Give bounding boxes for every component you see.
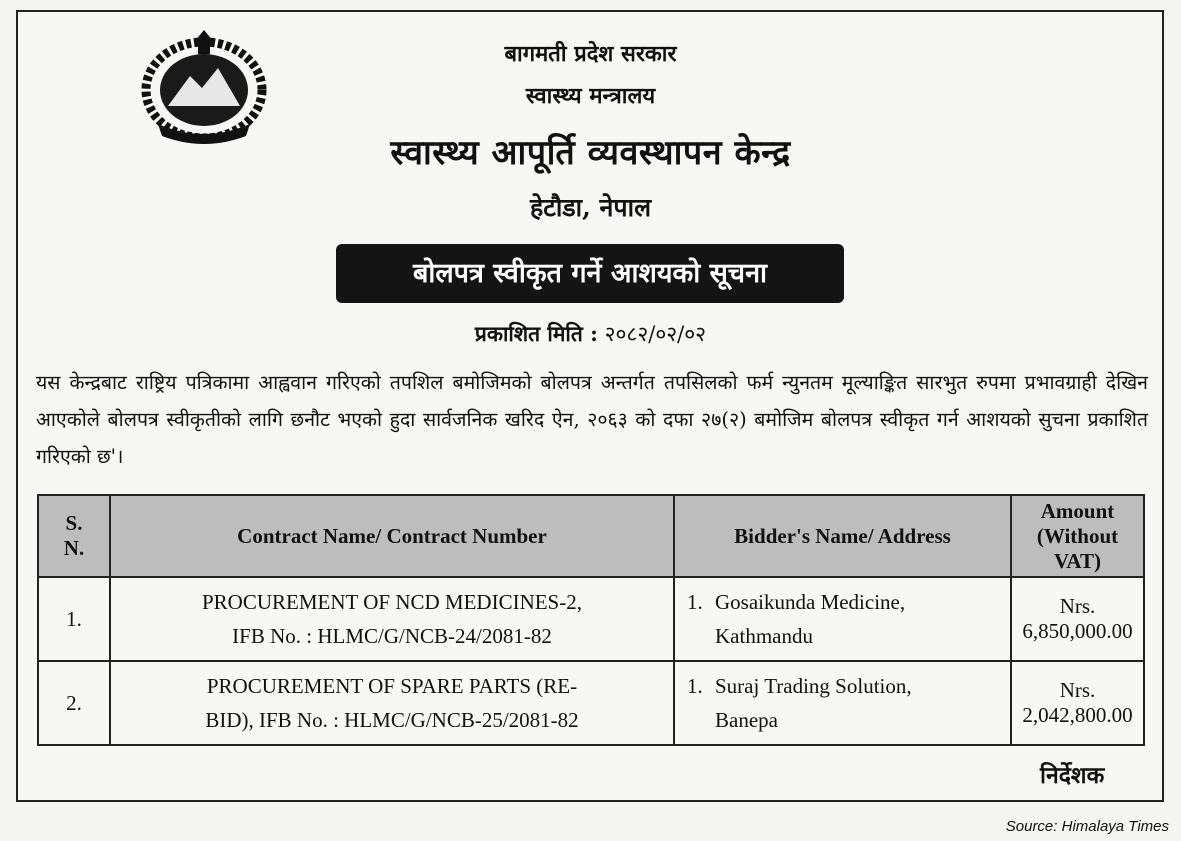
header-amount: Amount (Without VAT)	[1011, 495, 1144, 577]
signature-director: निर्देशक	[1040, 762, 1105, 789]
row-amount: Nrs. 6,850,000.00	[1011, 577, 1144, 661]
row-contract: PROCUREMENT OF SPARE PARTS (RE- BID), IFB No. : HLMC/G/NCB-25/2081-82	[110, 661, 674, 745]
row-sn: 1.	[38, 577, 110, 661]
contract-table	[37, 494, 1145, 746]
publish-date-value: २०८२/०२/०२	[604, 322, 707, 346]
ministry-name: स्वास्थ्य मन्त्रालय	[525, 83, 656, 109]
row-amount: Nrs. 2,042,800.00	[1011, 661, 1144, 745]
province-government: बागमती प्रदेश सरकार	[504, 41, 677, 67]
row-contract: PROCUREMENT OF NCD MEDICINES-2, IFB No. : HLMC/G/NCB-24/2081-82	[110, 577, 674, 661]
publish-date-label: प्रकाशित मिति :	[474, 321, 598, 346]
header-bidder: Bidder's Name/ Address	[674, 495, 1011, 577]
table-header-row	[38, 495, 1144, 577]
table-row	[38, 577, 1144, 661]
row-bidder: 1. Gosaikunda Medicine, Kathmandu	[674, 577, 1011, 661]
table-row	[38, 661, 1144, 745]
header-contract: Contract Name/ Contract Number	[110, 495, 674, 577]
notice-title-banner: बोलपत्र स्वीकृत गर्ने आशयको सूचना	[336, 244, 844, 303]
office-location: हेटौडा, नेपाल	[529, 193, 652, 222]
office-title: स्वास्थ्य आपूर्ति व्यवस्थापन केन्द्र	[390, 133, 791, 173]
row-bidder: 1. Suraj Trading Solution, Banepa	[674, 661, 1011, 745]
notice-body: यस केन्द्रबाट राष्ट्रिय पत्रिकामा आह्ववान गरिएको तपशिल बमोजिमको बोलपत्र अन्तर्गत तपसिलको फर्म न्युनतम मूल्याङ्कित सारभुत रुपमा प्रभावग्राही देखिन आएकोले बोलपत्र स्वीकृतीको लागि छनौट भएको हुदा सार्वजनिक खरिद ऐन, २०६३ को दफा २७(२) बमोजिम बोलपत्र स्वीकृत गर्न आशयको सुचना प्रकाशित गरिएको छ'।	[36, 371, 1148, 468]
source-credit: Source: Himalaya Times	[1005, 818, 1169, 835]
header-sn: S. N.	[38, 495, 110, 577]
publish-date	[0, 320, 1181, 348]
row-sn: 2.	[38, 661, 110, 745]
